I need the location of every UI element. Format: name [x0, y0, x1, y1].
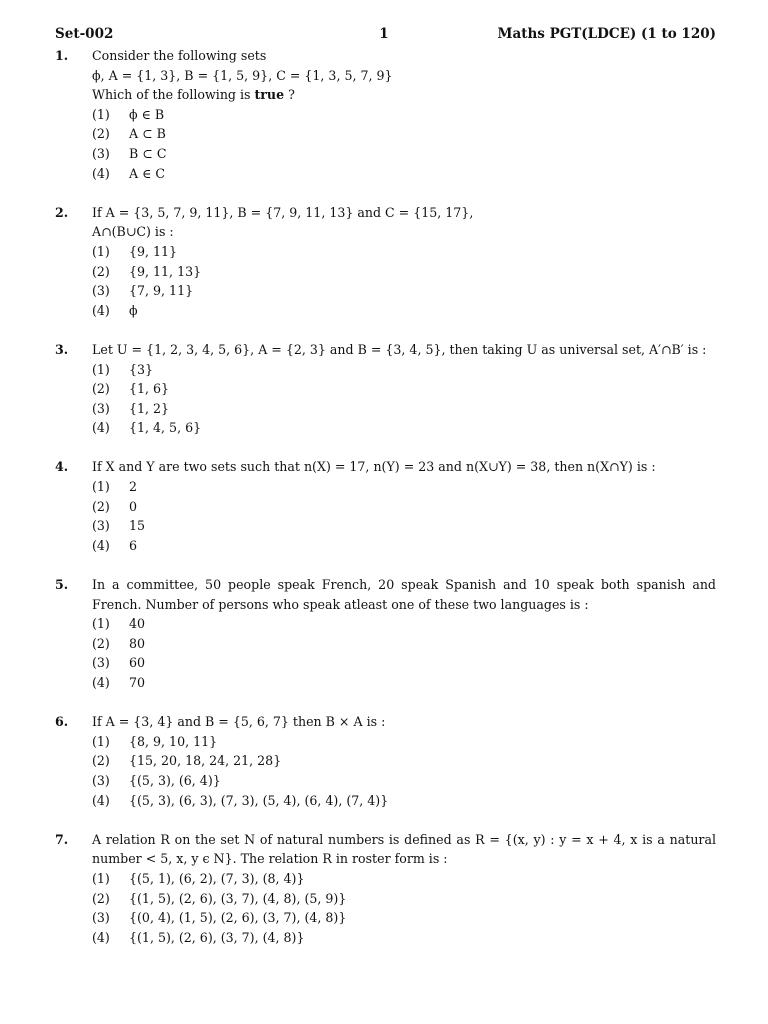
question-number: 2. [55, 204, 69, 220]
question-3 [55, 340, 716, 438]
answer-option [92, 673, 716, 693]
question-spacer [55, 320, 716, 340]
option-label: (2) [92, 753, 110, 769]
question-number: 6. [55, 714, 69, 730]
option-label: (4) [92, 537, 110, 553]
option-text: B ⊂ C [129, 145, 167, 161]
option-text: {1, 6} [129, 381, 170, 397]
option-text: {(5, 3), (6, 4)} [129, 772, 221, 788]
option-label: (3) [92, 772, 110, 788]
question-1 [55, 46, 716, 183]
page-number: 1 [379, 26, 389, 42]
option-text: {1, 4, 5, 6} [129, 420, 202, 436]
option-text: A ∈ C [129, 165, 166, 181]
option-text: {9, 11, 13} [129, 263, 202, 279]
option-text: 40 [129, 616, 146, 632]
question-stem-line: Let U = {1, 2, 3, 4, 5, 6}, A = {2, 3} and B = {3, 4, 5}, then taking U as universal set, A′∩B′ is : [92, 341, 707, 357]
question-spacer [55, 438, 716, 458]
option-label: (1) [92, 733, 110, 749]
question-spacer [55, 693, 716, 713]
answer-option [92, 262, 716, 282]
option-text: 2 [129, 479, 138, 495]
option-text: {(1, 5), (2, 6), (3, 7), (4, 8)} [129, 929, 305, 945]
answer-option [92, 634, 716, 654]
option-text: 60 [129, 655, 146, 671]
option-text: {8, 9, 10, 11} [129, 733, 218, 749]
option-text: ϕ [129, 302, 138, 318]
question-number: 4. [55, 459, 69, 475]
answer-option [92, 105, 716, 125]
question-2 [55, 203, 716, 321]
option-label: (3) [92, 518, 110, 534]
question-body [92, 203, 716, 321]
question-4 [55, 457, 716, 555]
option-text: {(5, 1), (6, 2), (7, 3), (8, 4)} [129, 870, 305, 886]
answer-option [92, 281, 716, 301]
question-stem-line: A∩(B∪C) is : [92, 224, 174, 240]
answer-option [92, 771, 716, 791]
question-6 [55, 712, 716, 810]
question-body [92, 830, 716, 948]
option-label: (4) [92, 929, 110, 945]
question-body [92, 340, 716, 438]
question-body [92, 46, 716, 183]
option-label: (1) [92, 361, 110, 377]
question-list [55, 46, 716, 947]
answer-option [92, 653, 716, 673]
question-stem-line: Consider the following sets [92, 48, 267, 63]
option-label: (1) [92, 870, 110, 886]
option-label: (4) [92, 420, 110, 436]
answer-option [92, 164, 716, 184]
question-body [92, 712, 716, 810]
option-label: (1) [92, 106, 110, 122]
question-stem-line: A relation R on the set N of natural numbers is defined as R = {(x, y) : y = x + 4, x is a natural number < 5, x, y ϵ N}. The relation R in roster form is : [92, 831, 716, 867]
question-spacer [55, 555, 716, 575]
option-label: (3) [92, 655, 110, 671]
option-label: (2) [92, 263, 110, 279]
paper-subject: Maths PGT(LDCE) (1 to 120) [497, 26, 716, 42]
set-code: Set-002 [55, 26, 114, 42]
option-label: (2) [92, 381, 110, 397]
question-stem-line: In a committee, 50 people speak French, 20 speak Spanish and 10 speak both spanish and French. Number of persons who speak atleast one of these two languages is : [92, 577, 716, 612]
answer-option [92, 360, 716, 380]
option-text: {15, 20, 18, 24, 21, 28} [129, 753, 282, 769]
answer-option [92, 732, 716, 752]
option-text: {3} [129, 361, 154, 377]
answer-option [92, 536, 716, 556]
option-text: 70 [129, 675, 146, 690]
answer-option [92, 399, 716, 419]
answer-option [92, 477, 716, 497]
question-7 [55, 830, 716, 948]
option-label: (3) [92, 145, 110, 161]
answer-option [92, 497, 716, 517]
answer-option [92, 751, 716, 771]
option-label: (3) [92, 283, 110, 299]
answer-option [92, 516, 716, 536]
question-body [92, 575, 716, 693]
stem-emphasis: true [254, 87, 285, 103]
question-body [92, 457, 716, 555]
question-stem-line: If A = {3, 4} and B = {5, 6, 7} then B × A is : [92, 714, 386, 730]
option-label: (4) [92, 165, 110, 181]
option-label: (2) [92, 635, 110, 651]
option-text: 6 [129, 537, 138, 553]
question-number: 5. [55, 577, 69, 593]
option-label: (2) [92, 890, 110, 906]
option-text: {(1, 5), (2, 6), (3, 7), (4, 8), (5, 9)} [129, 890, 347, 906]
option-text: {9, 11} [129, 243, 178, 259]
answer-option [92, 418, 716, 438]
answer-option [92, 124, 716, 144]
question-stem-line [92, 85, 716, 105]
option-label: (4) [92, 302, 110, 318]
question-number: 3. [55, 341, 69, 357]
option-label: (3) [92, 910, 110, 926]
option-text: ϕ ∈ B [129, 106, 165, 122]
option-text: A ⊂ B [129, 126, 166, 142]
option-text: {7, 9, 11} [129, 283, 194, 299]
stem-text: ? [284, 87, 295, 103]
question-spacer [55, 810, 716, 830]
option-label: (2) [92, 498, 110, 514]
answer-option [92, 791, 716, 811]
answer-option [92, 379, 716, 399]
answer-option [92, 908, 716, 928]
answer-option [92, 889, 716, 909]
option-text: {(5, 3), (6, 3), (7, 3), (5, 4), (6, 4), (7, 4)} [129, 792, 389, 808]
option-label: (1) [92, 243, 110, 259]
option-label: (3) [92, 400, 110, 416]
option-label: (4) [92, 675, 110, 690]
answer-option [92, 928, 716, 948]
answer-option [92, 144, 716, 164]
answer-option [92, 242, 716, 262]
answer-option [92, 301, 716, 321]
option-text: {1, 2} [129, 400, 170, 416]
question-number: 7. [55, 831, 69, 847]
stem-text: Which of the following is [92, 87, 255, 103]
question-stem-line: ϕ, A = {1, 3}, B = {1, 5, 9}, C = {1, 3, 5, 7, 9} [92, 67, 393, 83]
answer-option [92, 614, 716, 634]
option-label: (4) [92, 792, 110, 808]
question-spacer [55, 183, 716, 203]
option-label: (1) [92, 479, 110, 495]
question-stem-line: If X and Y are two sets such that n(X) = 17, n(Y) = 23 and n(X∪Y) = 38, then n(X∩Y) is : [92, 459, 656, 475]
page-header [55, 26, 716, 46]
answer-option [92, 869, 716, 889]
option-label: (1) [92, 616, 110, 632]
question-number: 1. [55, 48, 69, 63]
option-text: {(0, 4), (1, 5), (2, 6), (3, 7), (4, 8)} [129, 910, 347, 926]
option-text: 80 [129, 635, 146, 651]
question-5 [55, 575, 716, 693]
option-text: 15 [129, 518, 146, 534]
option-text: 0 [129, 498, 138, 514]
question-stem-line: If A = {3, 5, 7, 9, 11}, B = {7, 9, 11, 13} and C = {15, 17}, [92, 204, 474, 220]
option-label: (2) [92, 126, 110, 142]
